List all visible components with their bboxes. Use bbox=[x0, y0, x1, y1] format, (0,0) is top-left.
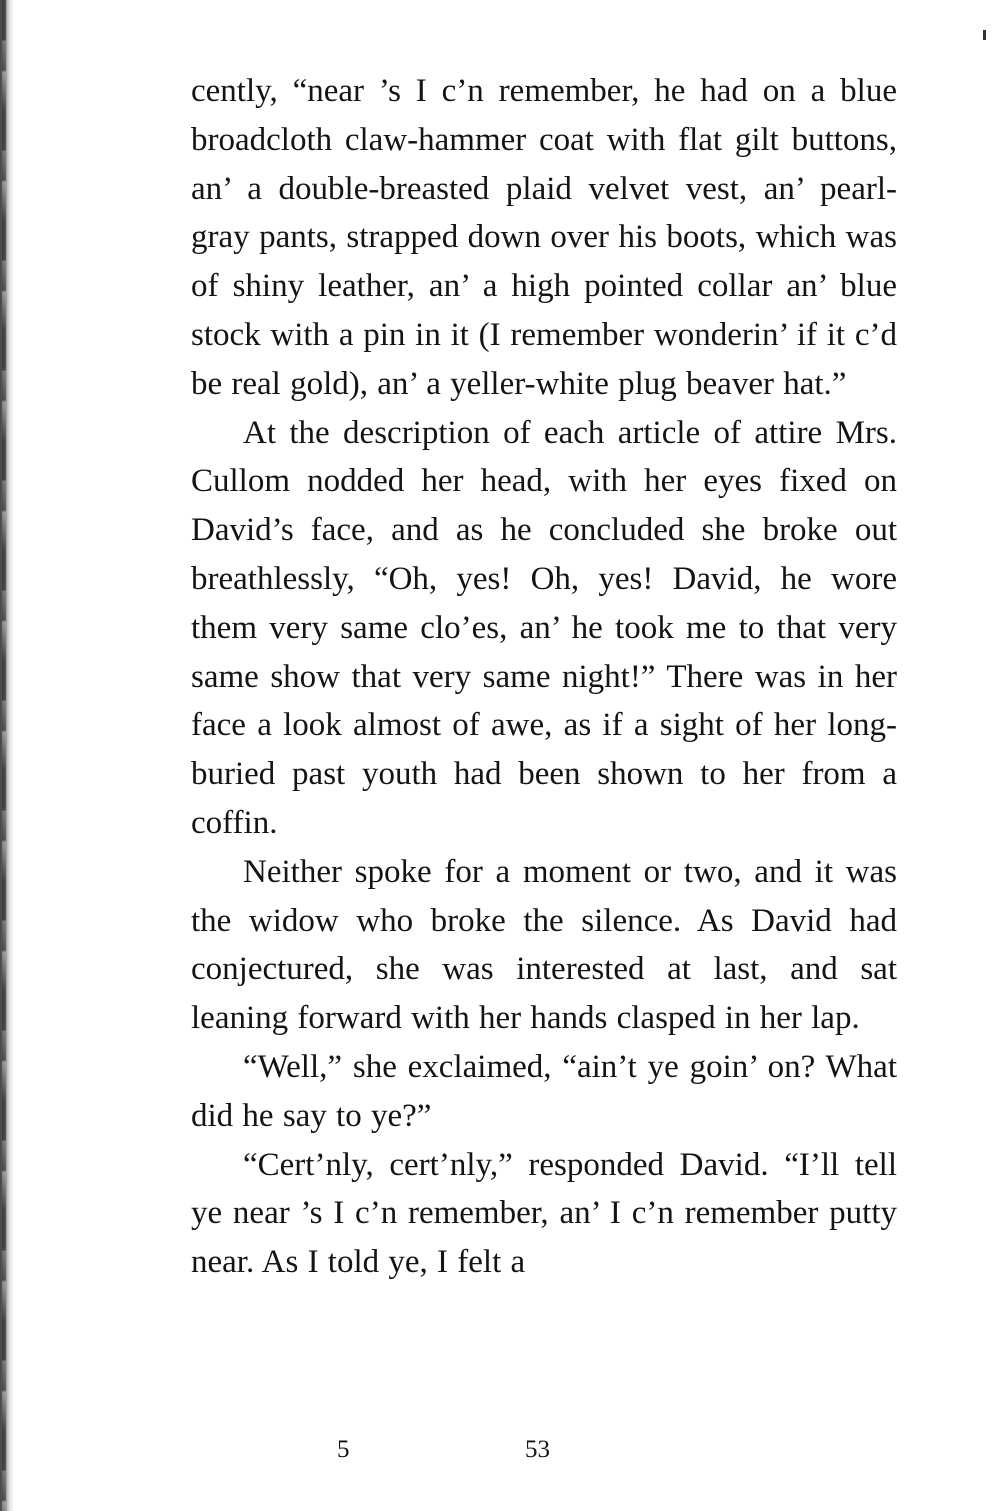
page-number: 53 bbox=[525, 1436, 550, 1463]
paragraph: “Cert’nly, cert’nly,” responded David. “I’ll tell ye near ’s I c’n remember, an’ I c’n remember putty near. As I told ye, I felt a bbox=[191, 1146, 897, 1281]
paragraph: At the description of each article of attire Mrs. Cullom nodded her head, with her eyes fixed on David’s face, and as he concluded she broke out breathlessly, “Oh, yes! Oh, yes! David, he wore them very same clo’es, an’ he took me to that very same show that very same night!” There was in her face a look almost of awe, as if a sight of her long-buried past youth had been shown to her from a coffin. bbox=[191, 414, 897, 841]
paragraph: Neither spoke for a moment or two, and it was the widow who broke the silence. As David had conjectured, she was interested at last, and sat leaning forward with her hands clasped in her lap. bbox=[191, 853, 897, 1037]
scanned-binding-edge bbox=[0, 0, 14, 1511]
scan-speck bbox=[983, 30, 986, 40]
page-footer bbox=[0, 1436, 1000, 1476]
paragraph: “Well,” she exclaimed, “ain’t ye goin’ on? What did he say to ye?” bbox=[191, 1048, 897, 1134]
signature-mark: 5 bbox=[337, 1436, 350, 1463]
body-text bbox=[191, 67, 897, 1287]
paragraph-continued: cently, “near ’s I c’n remember, he had on a blue broadcloth claw-hammer coat with flat gilt buttons, an’ a double-breasted plaid velvet vest, an’ pearl-gray pants, strapped down over his boots, which was of shiny leather, an’ a high pointed collar an’ blue stock with a pin in it (I remember wonderin’ if it c’d be real gold), an’ a yeller-white plug beaver hat.” bbox=[191, 73, 897, 402]
